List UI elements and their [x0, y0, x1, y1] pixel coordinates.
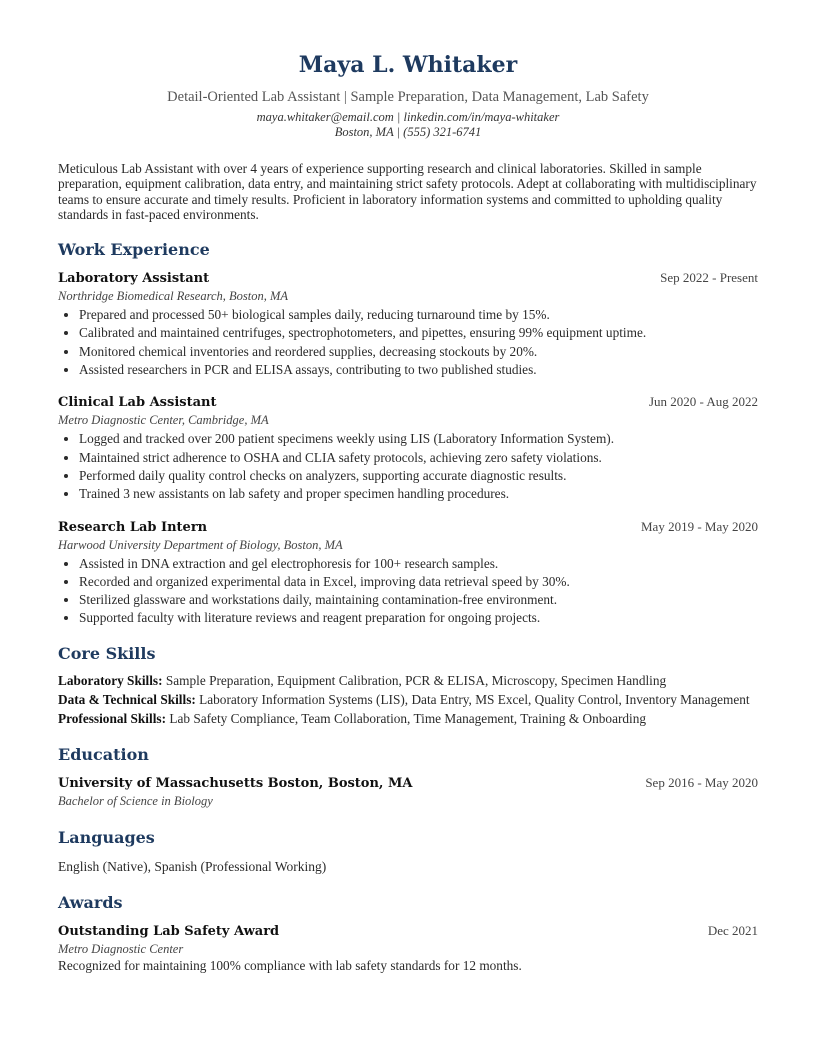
bullet-item: • Maintained strict adherence to OSHA and CLIA safety protocols, achieving zero safety violations.	[79, 450, 758, 465]
skill-group-label: Professional Skills:	[58, 711, 166, 727]
bullet-item: • Supported faculty with literature reviews and reagent preparation for ongoing projects.	[79, 610, 758, 625]
resume-page	[58, 50, 758, 973]
section-title-education: Education	[58, 744, 149, 764]
bullet-item: • Performed daily quality control checks on analyzers, supporting accurate diagnostic results.	[79, 468, 758, 483]
candidate-name: Maya L. Whitaker	[298, 52, 518, 78]
experience-entry	[58, 269, 758, 377]
entry-header	[58, 922, 758, 940]
skill-group	[58, 692, 758, 707]
entry-header	[58, 393, 758, 411]
experience-entry	[58, 393, 758, 501]
bullet-item: • Recorded and organized experimental data in Excel, improving data retrieval speed by 30%.	[79, 574, 758, 589]
employer: Metro Diagnostic Center, Cambridge, MA	[58, 413, 269, 428]
job-title: Clinical Lab Assistant	[58, 395, 217, 411]
entry-header	[58, 518, 758, 536]
award-issuer: Metro Diagnostic Center	[58, 941, 184, 956]
section-title-awards: Awards	[58, 892, 123, 912]
bullet-item: • Assisted researchers in PCR and ELISA assays, contributing to two published studies.	[79, 362, 758, 377]
professional-summary: Meticulous Lab Assistant with over 4 years of experience supporting research and clinical laboratories. Skilled in sample preparation, equipment calibration, data entry, and maintaining strict safety protocols. Adept at collaborating with multidisciplinary teams to ensure accurate and timely results. Proficient in laboratory information systems and committed to upholding quality standards in fast-paced environments.	[58, 161, 757, 222]
education-entry	[58, 774, 758, 810]
section-title-work-experience: Work Experience	[58, 240, 210, 260]
contact-location-phone: Boston, MA | (555) 321-6741	[334, 125, 482, 139]
degree: Bachelor of Science in Biology	[58, 793, 213, 808]
section-title-languages: Languages	[58, 827, 155, 847]
experience-entry	[58, 518, 758, 626]
skill-group	[58, 673, 758, 688]
award-title: Outstanding Lab Safety Award	[58, 923, 280, 939]
job-bullets	[58, 556, 758, 626]
bullet-item: • Trained 3 new assistants on lab safety and proper specimen handling procedures.	[79, 486, 758, 501]
job-title: Research Lab Intern	[58, 519, 208, 535]
award-description: Recognized for maintaining 100% compliance with lab safety standards for 12 months.	[58, 957, 522, 973]
job-dates: Jun 2020 - Aug 2022	[648, 394, 758, 410]
job-dates: Sep 2022 - Present	[660, 270, 758, 286]
languages-list: English (Native), Spanish (Professional Working)	[58, 858, 327, 874]
job-title: Laboratory Assistant	[58, 271, 210, 287]
section-title-core-skills: Core Skills	[58, 643, 156, 663]
employer: Harwood University Department of Biology, Boston, MA	[58, 537, 343, 552]
skill-group	[58, 711, 758, 726]
job-bullets	[58, 431, 758, 501]
education-dates: Sep 2016 - May 2020	[645, 774, 758, 790]
skill-group-label: Data & Technical Skills:	[58, 692, 196, 708]
bullet-item: • Assisted in DNA extraction and gel electrophoresis for 100+ research samples.	[79, 556, 758, 571]
bullet-item: • Logged and tracked over 200 patient specimens weekly using LIS (Laboratory Information System).	[79, 431, 758, 446]
entry-header	[58, 774, 758, 792]
job-bullets	[58, 307, 758, 377]
skill-group-value: Laboratory Information Systems (LIS), Data Entry, MS Excel, Quality Control, Inventory Management	[199, 692, 750, 708]
bullet-item: • Sterilized glassware and workstations daily, maintaining contamination-free environment.	[79, 592, 758, 607]
bullet-item: • Monitored chemical inventories and reordered supplies, decreasing stockouts by 20%.	[79, 344, 758, 359]
skill-group-value: Sample Preparation, Equipment Calibration, PCR & ELISA, Microscopy, Specimen Handling	[165, 672, 667, 688]
skill-group-label: Laboratory Skills:	[58, 672, 163, 688]
bullet-item: • Prepared and processed 50+ biological samples daily, reducing turnaround time by 15%.	[79, 307, 758, 322]
job-dates: May 2019 - May 2020	[641, 518, 758, 534]
headline: Detail-Oriented Lab Assistant | Sample Preparation, Data Management, Lab Safety	[167, 89, 649, 105]
award-entry	[58, 922, 758, 973]
employer: Northridge Biomedical Research, Boston, MA	[58, 289, 289, 304]
contact-email-linkedin: maya.whitaker@email.com | linkedin.com/in/maya-whitaker	[256, 110, 560, 124]
bullet-item: • Calibrated and maintained centrifuges, spectrophotometers, and pipettes, ensuring 99% equipment uptime.	[79, 325, 758, 340]
award-date: Dec 2021	[707, 922, 758, 938]
school-name: University of Massachusetts Boston, Boston, MA	[58, 775, 413, 791]
skill-group-value: Lab Safety Compliance, Team Collaboration, Time Management, Training & Onboarding	[169, 711, 647, 727]
entry-header	[58, 269, 758, 287]
